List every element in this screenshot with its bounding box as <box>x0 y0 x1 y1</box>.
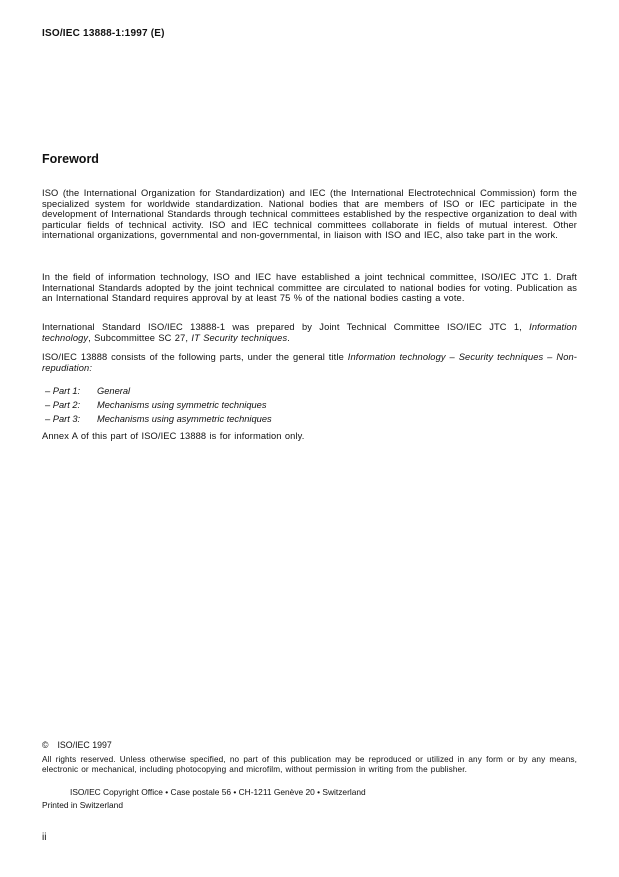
part-label: – Part 1: <box>45 386 81 396</box>
copyright-line <box>42 740 577 750</box>
page-number: ii <box>42 832 47 843</box>
list-item-part-1 <box>45 386 577 397</box>
list-item-part-3 <box>45 414 577 425</box>
printed-in-switzerland: Printed in Switzerland <box>42 800 123 810</box>
paragraph-jtc1-voting: In the field of information technology, ISO and IEC have established a joint technical committee, ISO/IEC JTC 1. Draft International Standards adopted by the joint technical committee are circulated to national bodies for voting. Publication as an International Standard requires approval by at least 75 % of the national bodies casting a vote. <box>42 272 577 303</box>
part-text: Mechanisms using symmetric techniques <box>97 400 267 410</box>
part-label: – Part 3: <box>45 414 81 424</box>
parts-list <box>42 386 577 428</box>
part-label: – Part 2: <box>45 400 81 410</box>
paragraph-annex-note: Annex A of this part of ISO/IEC 13888 is for information only. <box>42 431 305 441</box>
paragraph-parts-intro <box>42 352 577 373</box>
copyright-symbol: © <box>42 740 49 750</box>
rights-notice: All rights reserved. Unless otherwise specified, no part of this publication may be reproduced or utilized in any form or by any means, electronic or mechanical, including photocopying and microfilm, without permission in writing from the publisher. <box>42 755 577 775</box>
paragraph-prepared-by <box>42 322 577 343</box>
part-text: General <box>97 386 131 396</box>
foreword-heading: Foreword <box>42 152 99 166</box>
text-run: International Standard ISO/IEC 13888-1 was prepared by Joint Technical Committee ISO/IEC JTC 1, <box>42 322 530 332</box>
paragraph-iso-iec-system: ISO (the International Organization for Standardization) and IEC (the International Electrotechnical Commission) form the specialized system for worldwide standardization. National bodies that are members of ISO or IEC participate in the development of International Standards through technical committees established by the respective organization to deal with particular fields of technical activity. ISO and IEC technical committees collaborate in fields of mutual interest. Other international organizations, governmental and non-governmental, in liaison with ISO and IEC, also take part in the work. <box>42 188 577 240</box>
text-run: , Subcommittee SC 27, <box>88 332 192 343</box>
document-reference-header: ISO/IEC 13888-1:1997 (E) <box>42 28 165 39</box>
text-run-italic: Information technology – Security techniques – Non-repudiation: <box>42 352 577 373</box>
text-run: ISO/IEC 13888 consists of the following parts, under the general title <box>42 352 348 362</box>
list-item-part-2 <box>45 400 577 411</box>
text-run-italic: IT Security techniques <box>191 332 288 343</box>
text-run-italic: Information technology <box>42 322 577 343</box>
text-run: . <box>287 332 290 343</box>
copyright-office-address: ISO/IEC Copyright Office • Case postale 56 • CH-1211 Genève 20 • Switzerland <box>70 787 366 797</box>
part-text: Mechanisms using asymmetric techniques <box>97 414 272 424</box>
copyright-text: ISO/IEC 1997 <box>57 740 112 750</box>
